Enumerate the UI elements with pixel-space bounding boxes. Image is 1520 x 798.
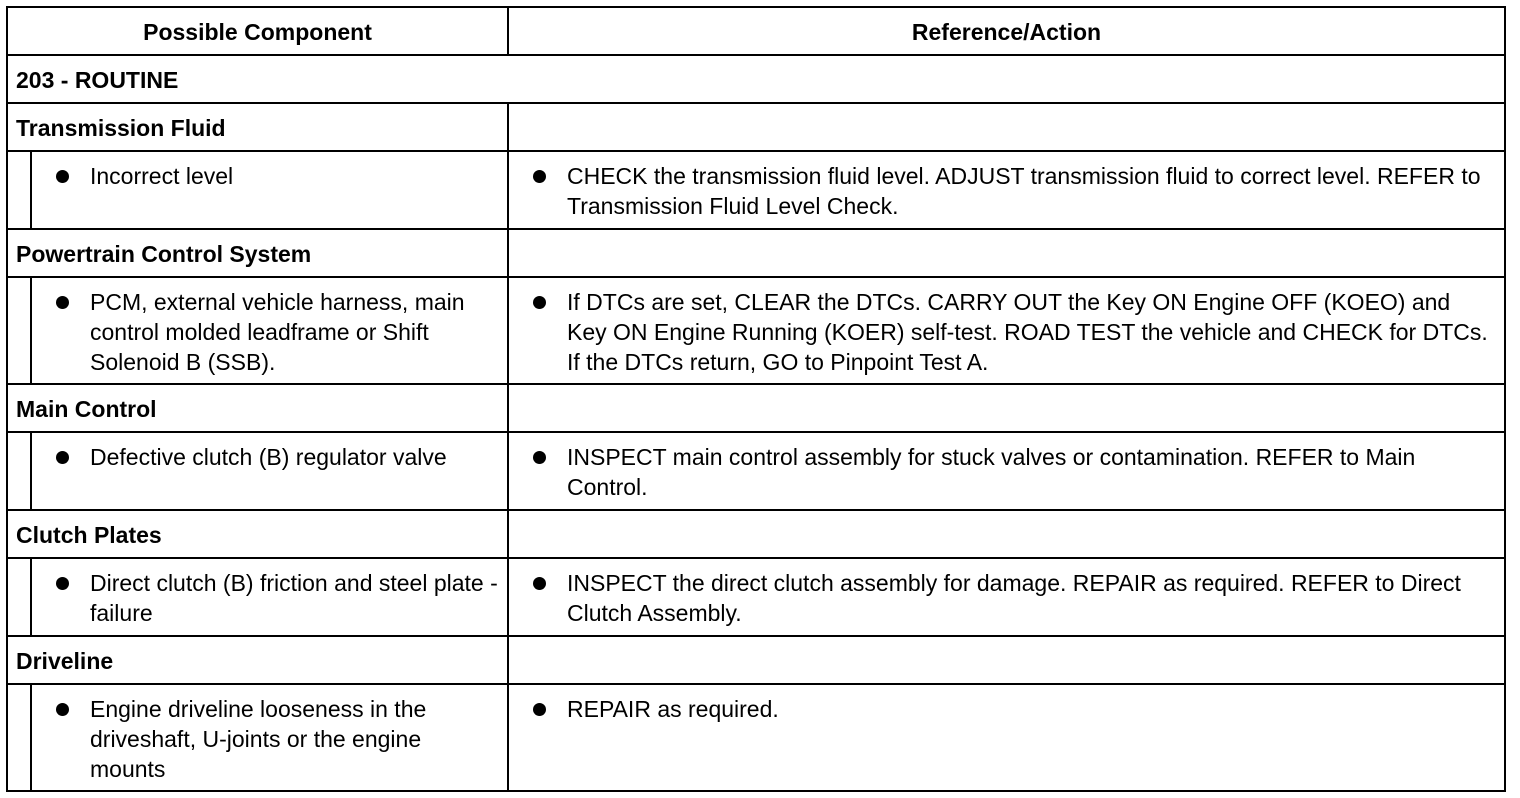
- bullet-icon: [56, 703, 69, 716]
- component-text: Engine driveline looseness in the driveshaft, U-joints or the engine mounts: [90, 696, 427, 782]
- category-label: Powertrain Control System: [8, 230, 509, 276]
- action-cell: [509, 559, 1504, 635]
- category-label: Transmission Fluid: [8, 104, 509, 150]
- category-empty-cell: [509, 385, 1504, 431]
- header-possible-component: Possible Component: [8, 8, 509, 54]
- category-empty-cell: [509, 230, 1504, 276]
- category-row: [8, 104, 1504, 152]
- action-cell: [509, 685, 1504, 790]
- category-empty-cell: [509, 104, 1504, 150]
- bullet-icon: [56, 170, 69, 183]
- bullet-icon: [533, 296, 546, 309]
- indent-divider: [30, 152, 32, 228]
- section-row: [8, 56, 1504, 104]
- action-text: If DTCs are set, CLEAR the DTCs. CARRY OUT the Key ON Engine OFF (KOEO) and Key ON Engine Running (KOER) self-test. ROAD TEST the vehicle and CHECK for DTCs. If the DTCs return, GO to Pinpoint Test A.: [567, 289, 1488, 375]
- component-cell: [8, 433, 509, 509]
- table-row: [8, 433, 1504, 511]
- category-row: [8, 637, 1504, 685]
- indent-divider: [30, 559, 32, 635]
- diagnostic-table: [6, 6, 1506, 792]
- component-cell: [8, 685, 509, 790]
- section-title: 203 - ROUTINE: [16, 67, 179, 93]
- action-text: CHECK the transmission fluid level. ADJUST transmission fluid to correct level. REFER to Transmission Fluid Level Check.: [567, 163, 1481, 219]
- action-cell: [509, 278, 1504, 383]
- table-row: [8, 278, 1504, 385]
- bullet-icon: [533, 703, 546, 716]
- category-row: [8, 511, 1504, 559]
- bullet-icon: [533, 170, 546, 183]
- bullet-icon: [56, 577, 69, 590]
- action-cell: [509, 433, 1504, 509]
- action-text: REPAIR as required.: [567, 696, 779, 722]
- indent-divider: [30, 278, 32, 383]
- table-row: [8, 152, 1504, 230]
- category-label: Clutch Plates: [8, 511, 509, 557]
- component-text: PCM, external vehicle harness, main control molded leadframe or Shift Solenoid B (SSB).: [90, 289, 465, 375]
- component-cell: [8, 278, 509, 383]
- indent-divider: [30, 433, 32, 509]
- category-row: [8, 385, 1504, 433]
- action-cell: [509, 152, 1504, 228]
- bullet-icon: [533, 451, 546, 464]
- category-empty-cell: [509, 637, 1504, 683]
- component-text: Direct clutch (B) friction and steel plate - failure: [90, 570, 498, 626]
- category-row: [8, 230, 1504, 278]
- category-label: Driveline: [8, 637, 509, 683]
- category-empty-cell: [509, 511, 1504, 557]
- table-row: [8, 685, 1504, 790]
- component-cell: [8, 152, 509, 228]
- indent-divider: [30, 685, 32, 790]
- component-text: Defective clutch (B) regulator valve: [90, 444, 447, 470]
- component-text: Incorrect level: [90, 163, 234, 189]
- table-row: [8, 559, 1504, 637]
- category-label: Main Control: [8, 385, 509, 431]
- header-reference-action: Reference/Action: [911, 19, 1102, 45]
- component-cell: [8, 559, 509, 635]
- table-header: [8, 8, 1504, 56]
- bullet-icon: [533, 577, 546, 590]
- bullet-icon: [56, 296, 69, 309]
- action-text: INSPECT main control assembly for stuck valves or contamination. REFER to Main Control.: [567, 444, 1416, 500]
- action-text: INSPECT the direct clutch assembly for damage. REPAIR as required. REFER to Direct Clutch Assembly.: [567, 570, 1461, 626]
- bullet-icon: [56, 451, 69, 464]
